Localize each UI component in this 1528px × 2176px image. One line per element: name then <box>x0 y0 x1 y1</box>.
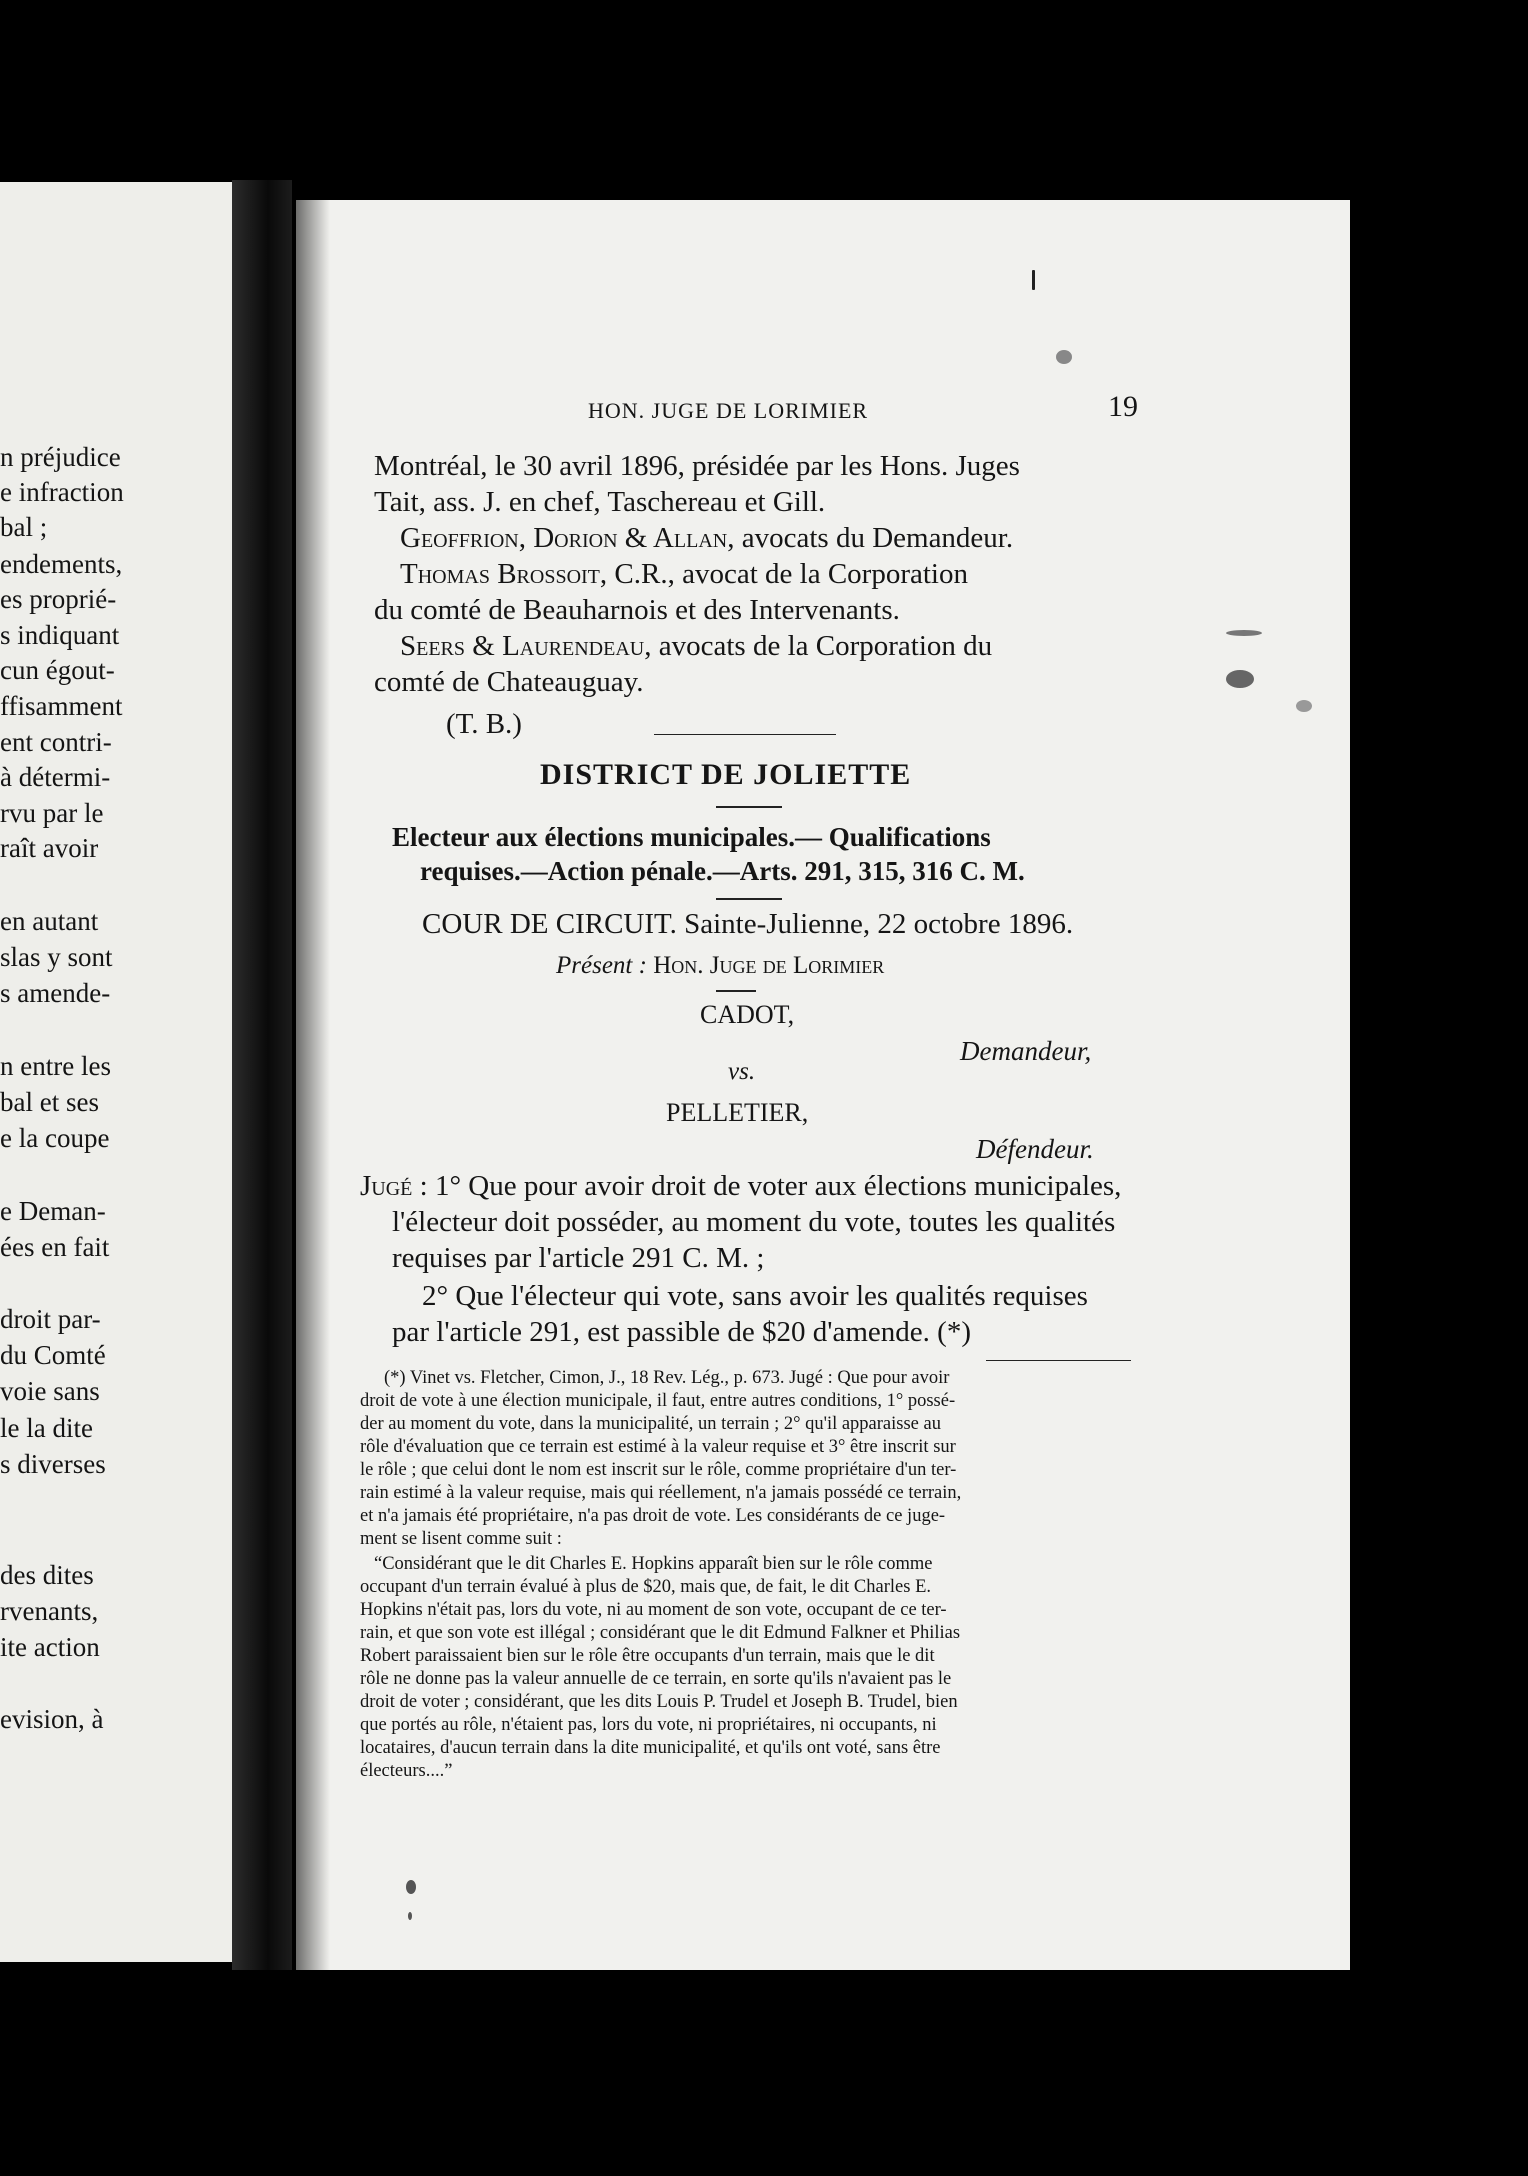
left-page-line: e la coupe <box>0 1123 110 1153</box>
court-line <box>422 908 1073 941</box>
gutter-shadow <box>296 200 330 1970</box>
book-gutter <box>232 180 292 1970</box>
scan-speck <box>408 1912 412 1920</box>
scan-speck <box>1056 350 1072 364</box>
footnote-line: électeurs....” <box>360 1761 453 1781</box>
present-judge: Hon. Juge de Lorimier <box>653 952 885 979</box>
footnote-line: et n'a jamais été propriétaire, n'a pas droit de vote. Les considérants de ce juge- <box>360 1506 946 1526</box>
reporter-initials: (T. B.) <box>446 708 522 740</box>
plaintiff-role: Demandeur, <box>960 1036 1092 1066</box>
section-divider <box>654 734 836 735</box>
left-page-line: n préjudice <box>0 442 121 472</box>
scan-speck <box>406 1880 416 1894</box>
versus: vs. <box>728 1058 756 1085</box>
left-page-fragment <box>0 182 232 1962</box>
left-page-line: es proprié- <box>0 584 117 614</box>
left-page-line: ite action <box>0 1632 100 1662</box>
judgment-label: Jugé : <box>360 1170 428 1202</box>
left-page-line: ent contri- <box>0 727 112 757</box>
footnote-line: der au moment du vote, dans la municipalité, un terrain ; 2° qu'il apparaisse au <box>360 1414 941 1434</box>
footnote-line: droit de vote à une élection municipale, il faut, entre autres conditions, 1° possé- <box>360 1391 956 1411</box>
running-head: HON. JUGE DE LORIMIER <box>588 398 869 423</box>
right-page <box>296 200 1350 1970</box>
counsel-role: avocats du Demandeur. <box>741 522 1014 554</box>
defendant-role: Défendeur. <box>976 1134 1094 1164</box>
left-page-line: voie sans <box>0 1376 100 1406</box>
left-page-line: ées en fait <box>0 1232 110 1262</box>
body-line: comté de Chateauguay. <box>374 666 644 698</box>
left-page-line: e infraction <box>0 477 124 507</box>
scan-speck <box>1226 670 1254 688</box>
footnote-line: occupant d'un terrain évalué à plus de $20, mais que, de fait, le dit Charles E. <box>360 1577 931 1597</box>
counsel-line <box>400 630 992 663</box>
counsel-name: Seers & Laurendeau, <box>400 630 652 662</box>
counsel-line <box>400 558 968 591</box>
district-heading: DISTRICT DE JOLIETTE <box>540 758 912 791</box>
scan-speck <box>1032 270 1035 290</box>
footnote-line: rôle d'évaluation que ce terrain est estimé à la valeur requise et 3° être inscrit sur <box>360 1437 956 1457</box>
footnote-line: que portés au rôle, n'étaient pas, lors du vote, ni propriétaires, ni occupants, ni <box>360 1715 937 1735</box>
court-name: COUR DE CIRCUIT. <box>422 908 677 940</box>
left-page-line: slas y sont <box>0 942 113 972</box>
judgment-line: par l'article 291, est passible de $20 d'amende. (*) <box>392 1316 971 1348</box>
footnote-line: Robert paraissaient bien sur le rôle être occupants d'un terrain, mais que le dit <box>360 1646 935 1666</box>
left-page-line: le la dite <box>0 1413 93 1443</box>
judgment-text: 1° Que pour avoir droit de voter aux élections municipales, <box>434 1170 1122 1202</box>
footnote-line: “Considérant que le dit Charles E. Hopkins apparaît bien sur le rôle comme <box>374 1554 933 1574</box>
scan-speck <box>1226 630 1262 636</box>
footnote-line: rôle ne donne pas la valeur annuelle de ce terrain, en sorte qu'ils n'avaient pas le <box>360 1669 952 1689</box>
judgment-line <box>360 1170 1121 1203</box>
footnote-line: Hopkins n'était pas, lors du vote, ni au moment de son vote, occupant de ce ter- <box>360 1600 947 1620</box>
left-page-line: rvenants, <box>0 1596 99 1626</box>
counsel-line <box>400 522 1013 555</box>
subject-line: requises.—Action pénale.—Arts. 291, 315, 316 C. M. <box>420 856 1025 886</box>
court-place-date: Sainte-Julienne, 22 octobre 1896. <box>684 908 1074 940</box>
left-page-line: des dites <box>0 1560 94 1590</box>
heading-rule <box>716 898 782 900</box>
footnote-line: le rôle ; que celui dont le nom est inscrit sur le rôle, comme propriétaire d'un ter- <box>360 1460 957 1480</box>
counsel-name: Thomas Brossoit, <box>400 558 608 590</box>
footnote-line: droit de voter ; considérant, que les dits Louis P. Trudel et Joseph B. Trudel, bien <box>360 1692 958 1712</box>
left-page-line: s indiquant <box>0 620 120 650</box>
left-page-line: raît avoir <box>0 833 99 863</box>
page-number: 19 <box>1108 390 1138 423</box>
footnote-line: locataires, d'aucun terrain dans la dite municipalité, et qu'ils ont voté, sans être <box>360 1738 941 1758</box>
heading-rule <box>716 806 782 808</box>
counsel-role: C.R., avocat de la Corporation <box>614 558 968 590</box>
left-page-line: e Deman- <box>0 1196 106 1226</box>
judgment-line: requises par l'article 291 C. M. ; <box>392 1242 765 1274</box>
left-page-line: endements, <box>0 549 123 579</box>
judgment-line: l'électeur doit posséder, au moment du vote, toutes les qualités <box>392 1206 1116 1238</box>
heading-rule <box>716 990 756 992</box>
plaintiff-name: CADOT, <box>700 1000 795 1029</box>
present-line <box>556 952 884 980</box>
footnote-rule <box>986 1360 1131 1361</box>
left-page-line: cun égout- <box>0 655 115 685</box>
left-page-line: evision, à <box>0 1704 104 1734</box>
scan-speck <box>1296 700 1312 712</box>
left-page-line: du Comté <box>0 1340 106 1370</box>
left-page-line: n entre les <box>0 1051 111 1081</box>
defendant-name: PELLETIER, <box>666 1098 809 1127</box>
footnote-line: rain estimé à la valeur requise, mais qui réellement, n'a jamais possédé ce terrain, <box>360 1483 962 1503</box>
judgment-line: 2° Que l'électeur qui vote, sans avoir les qualités requises <box>422 1280 1088 1312</box>
left-page-line: s amende- <box>0 978 111 1008</box>
left-page-line: s diverses <box>0 1449 106 1479</box>
left-page-line: bal et ses <box>0 1087 99 1117</box>
left-page-line: à détermi- <box>0 762 111 792</box>
left-page-line: ffisamment <box>0 691 123 721</box>
footnote-line: ment se lisent comme suit : <box>360 1529 562 1549</box>
left-page-line: en autant <box>0 906 99 936</box>
counsel-name: Geoffrion, Dorion & Allan, <box>400 522 735 554</box>
counsel-role: avocats de la Corporation du <box>658 630 993 662</box>
present-label: Présent : <box>556 952 647 979</box>
body-line: Montréal, le 30 avril 1896, présidée par les Hons. Juges <box>374 450 1020 482</box>
left-page-line: rvu par le <box>0 798 104 828</box>
subject-line: Electeur aux élections municipales.— Qualifications <box>392 822 991 852</box>
footnote-line: (*) Vinet vs. Fletcher, Cimon, J., 18 Rev. Lég., p. 673. Jugé : Que pour avoir <box>384 1368 950 1388</box>
footnote-line: rain, et que son vote est illégal ; considérant que le dit Edmund Falkner et Philias <box>360 1623 961 1643</box>
left-page-line: droit par- <box>0 1304 101 1334</box>
body-line: Tait, ass. J. en chef, Taschereau et Gill. <box>374 486 826 518</box>
body-line: du comté de Beauharnois et des Intervenants. <box>374 594 900 626</box>
left-page-line: bal ; <box>0 512 48 542</box>
